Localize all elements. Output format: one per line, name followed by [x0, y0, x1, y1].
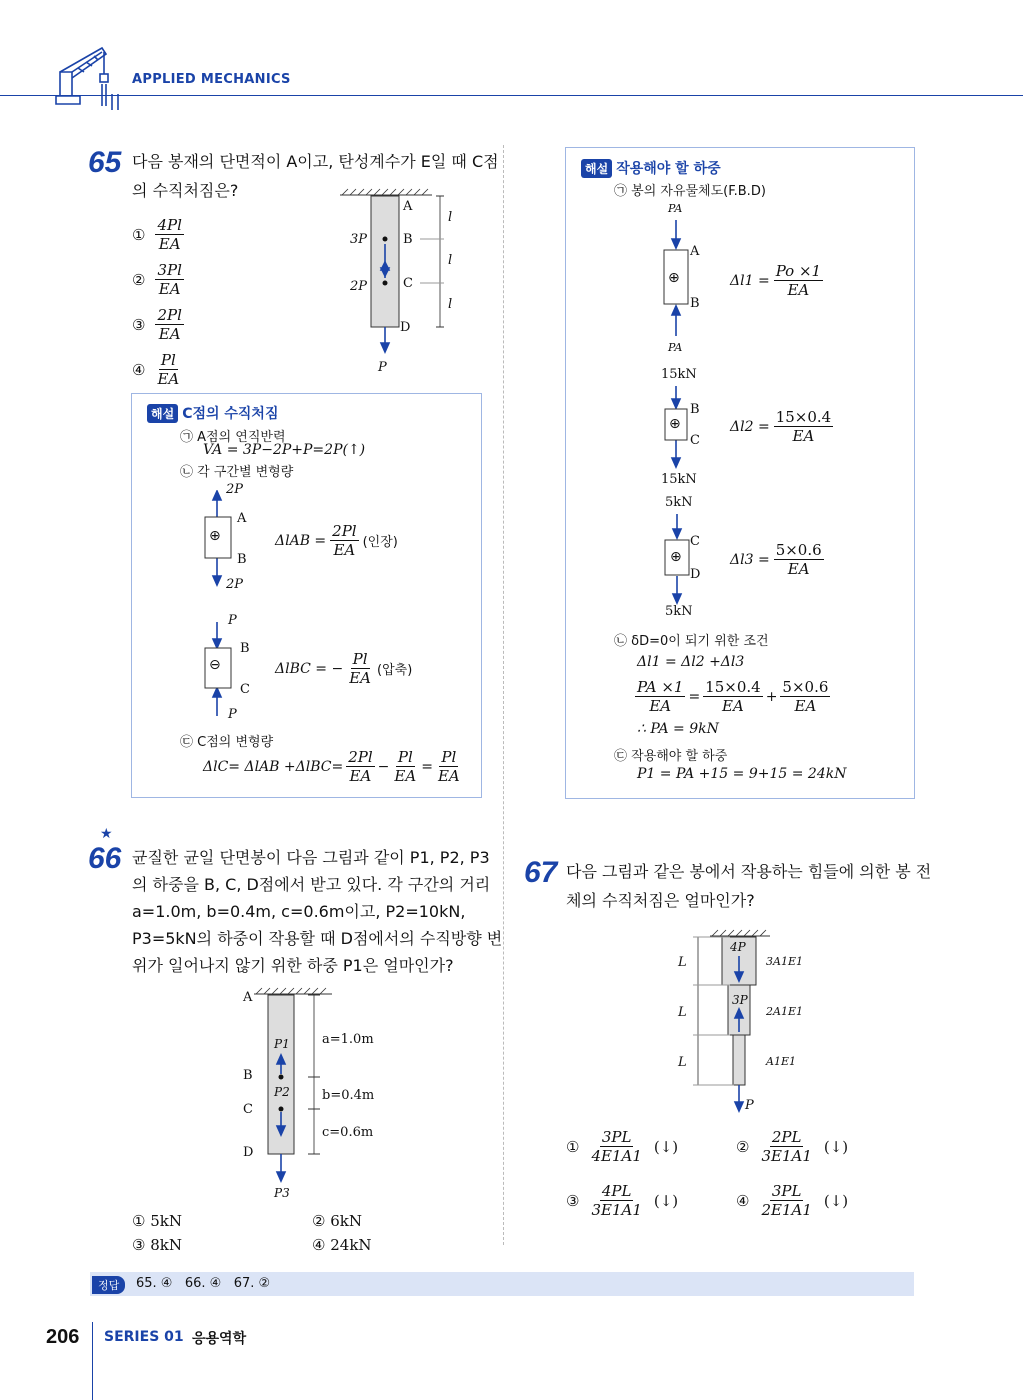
question-65-number: 65 — [88, 146, 122, 179]
question-66-star-icon: ★ — [100, 826, 113, 842]
sol66-step3: ㉢ 작용해야 할 하중 — [614, 749, 728, 764]
fig67-dim-L2: L — [678, 1005, 687, 1020]
sol65-ab-label-A: A — [237, 511, 247, 526]
answer-text: 65. ④ 66. ④ 67. ② — [136, 1276, 271, 1291]
question-67-number: 67 — [524, 856, 558, 889]
solution-tag: 해설 — [581, 159, 612, 178]
sol66-eq2: $\frac{PA \times 1}{EA}$ = $\frac{15\times 0.4}{EA}$ + $\frac{5\times 0.6}{EA}$ — [637, 678, 829, 715]
solution-65-header — [147, 403, 278, 423]
sol66-fbd2-bot-load: 15kN — [661, 472, 697, 487]
fig67-load-4P: 4P — [730, 940, 746, 954]
sol66-fbd1-top-load: PA — [668, 202, 683, 215]
sol66-fbd2-equation: Δl2 = $\frac{15\times 0.4}{EA}$ — [730, 408, 832, 445]
fig65-dim-l2: l — [448, 253, 453, 268]
option-4[interactable]: ④ $\frac{Pl}{EA}$ — [132, 351, 180, 388]
sol65-ab-label-B: B — [237, 552, 247, 567]
sol65-ab-top-load: 2P — [226, 482, 244, 497]
fig66-load-P3: P3 — [274, 1186, 290, 1200]
q67-option-4[interactable]: ④ $\frac{3PL}{2E1A1}$ (↓) — [736, 1182, 849, 1219]
option-2[interactable]: ② $\frac{3Pl}{EA}$ — [132, 261, 182, 298]
sol65-bc-label-C: C — [240, 682, 250, 697]
sol66-fbd-2 — [662, 384, 702, 472]
sol66-fbd3-top-load: 5kN — [665, 495, 693, 510]
fig65-label-B: B — [403, 232, 413, 247]
sol65-bc-top-load: P — [228, 613, 237, 628]
sol66-fbd-3 — [662, 512, 702, 608]
question-66-number: 66 — [88, 842, 122, 875]
footer-subject: 응용역학 — [192, 1331, 247, 1347]
q66-option-1[interactable]: ① 5kN — [132, 1212, 182, 1230]
fig66-label-B: B — [243, 1068, 253, 1083]
q66-option-3[interactable]: ③ 8kN — [132, 1236, 182, 1254]
sol65-ab-bot-load: 2P — [226, 577, 244, 592]
running-title: APPLIED MECHANICS — [132, 72, 291, 87]
fig66-dim-b: b=0.4m — [322, 1088, 375, 1103]
sol65-c-equation: ΔlC= ΔlAB +ΔlBC= $\frac{2Pl}{EA}$ − $\frac{Pl}{EA}$ = $\frac{Pl}{EA}$ — [203, 748, 460, 785]
sol66-fbd2-C: C — [690, 433, 700, 448]
fig65-label-C: C — [403, 276, 413, 291]
fig66-label-D: D — [243, 1145, 254, 1160]
sol66-eq4: P1 = PA +15 = 9+15 = 24kN — [637, 766, 847, 782]
fig65-dim-l3: l — [448, 297, 453, 312]
q67-option-3[interactable]: ③ $\frac{4PL}{3E1A1}$ (↓) — [566, 1182, 679, 1219]
sol66-fbd2-plus: ⊕ — [669, 416, 681, 432]
sol66-step1: ㉠ 봉의 자유물체도(F.B.D) — [614, 184, 766, 199]
sol66-fbd1-bot-load: PA — [668, 341, 683, 354]
fig67-dim-L3: L — [678, 1055, 687, 1070]
fig66-load-P2: P2 — [274, 1085, 290, 1099]
fig67-section-2: 2A1E1 — [766, 1005, 803, 1018]
fig66-label-A: A — [243, 990, 253, 1005]
fig66-load-P1: P1 — [274, 1037, 290, 1051]
question-67-text-line2: 체의 수직처짐은 얼마인가? — [566, 891, 755, 910]
fig65-dim-l1: l — [448, 210, 453, 225]
sol65-ab-plus-sign: ⊕ — [209, 528, 221, 544]
sol66-fbd3-bot-load: 5kN — [665, 604, 693, 619]
footer-series: SERIES 01 — [104, 1329, 184, 1345]
footer-divider — [92, 1322, 93, 1400]
sol65-bc-equation: ΔlBC = − $\frac{Pl}{EA}$ (압축) — [275, 650, 413, 687]
fig67-load-P: P — [745, 1098, 754, 1113]
q66-option-4[interactable]: ④ 24kN — [312, 1236, 372, 1254]
sol65-step2: ㉡ 각 구간별 변형량 — [180, 465, 294, 480]
sol65-ab-equation: ΔlAB = $\frac{2Pl}{EA}$ (인장) — [275, 522, 398, 559]
sol65-bc-label-B: B — [240, 641, 250, 656]
fig66-dim-a: a=1.0m — [322, 1032, 374, 1047]
fig67-section-1: 3A1E1 — [766, 955, 803, 968]
solution-title: 작용해야 할 하중 — [616, 161, 721, 177]
option-1[interactable]: ① $\frac{4Pl}{EA}$ — [132, 216, 182, 253]
solution-tag: 해설 — [147, 404, 178, 423]
fig66-dim-c: c=0.6m — [322, 1125, 374, 1140]
fig66-label-C: C — [243, 1102, 253, 1117]
sol66-fbd1-plus: ⊕ — [668, 270, 680, 286]
fig67-dim-L1: L — [678, 955, 687, 970]
solution-66-header — [581, 158, 721, 178]
question-65-text-line1: 다음 봉재의 단면적이 A이고, 탄성계수가 E일 때 C점 — [132, 152, 499, 171]
fig65-load-3P: 3P — [350, 232, 368, 247]
question-66-text: 균질한 균일 단면봉이 다음 그림과 같이 P1, P2, P3 의 하중을 B, C, D점에서 받고 있다. 각 구간의 거리 a=1.0m, b=0.4m, c=0.6m이고, P2=10kN, P3=5kN의 하중이 작용할 때 D점에서의 수직방향 변 위가 일어나지 않기 위한 하중 P1은 얼마인가? — [132, 848, 503, 975]
question-66-figure — [250, 980, 370, 1190]
crane-logo-icon — [52, 44, 124, 110]
sol66-eq1: Δl1 = Δl2 +Δl3 — [637, 654, 745, 670]
question-65-text-line2: 의 수직처짐은? — [132, 181, 239, 200]
sol65-bc-minus-sign: ⊖ — [209, 657, 221, 673]
question-65-options — [132, 212, 184, 392]
sol66-step2: ㉡ δD=0이 되기 위한 조건 — [614, 634, 769, 649]
sol65-step1: ㉠ A점의 연직반력 — [180, 430, 286, 445]
sol66-fbd2-B: B — [690, 402, 700, 417]
fig67-load-3P: 3P — [732, 993, 748, 1007]
sol66-fbd3-D: D — [690, 567, 701, 582]
q67-option-2[interactable]: ② $\frac{2PL}{3E1A1}$ (↓) — [736, 1128, 849, 1165]
page-number: 206 — [46, 1326, 80, 1348]
fig67-section-3: A1E1 — [766, 1055, 796, 1068]
header-rule — [0, 95, 1023, 96]
option-3[interactable]: ③ $\frac{2Pl}{EA}$ — [132, 306, 182, 343]
sol66-fbd2-top-load: 15kN — [661, 367, 697, 382]
sol66-fbd1-B: B — [690, 296, 700, 311]
column-divider — [503, 145, 504, 1245]
sol66-fbd3-plus: ⊕ — [670, 549, 682, 565]
sol66-fbd1-A: A — [690, 244, 700, 259]
fig65-load-P: P — [378, 360, 387, 375]
sol66-fbd1-equation: Δl1 = $\frac{Po \times 1}{EA}$ — [730, 262, 822, 299]
fig65-label-D: D — [400, 320, 411, 335]
q67-option-1[interactable]: ① $\frac{3PL}{4E1A1}$ (↓) — [566, 1128, 679, 1165]
sol65-bc-bot-load: P — [228, 707, 237, 722]
fig65-label-A: A — [403, 199, 413, 214]
sol65-step3: ㉢ C점의 변형량 — [180, 735, 274, 750]
sol65-step1-eq: VA = 3P−2P+P=2P(↑) — [203, 442, 366, 458]
q66-option-2[interactable]: ② 6kN — [312, 1212, 362, 1230]
fig65-load-2P: 2P — [350, 279, 368, 294]
sol66-fbd3-equation: Δl3 = $\frac{5\times 0.6}{EA}$ — [730, 541, 822, 578]
answer-tag: 정답 — [92, 1276, 125, 1294]
solution-title: C점의 수직처짐 — [182, 406, 279, 422]
sol66-fbd3-C: C — [690, 534, 700, 549]
sol66-fbd-1 — [660, 218, 700, 338]
question-67-text-line1: 다음 그림과 같은 봉에서 작용하는 힘들에 의한 봉 전 — [566, 862, 932, 881]
sol66-eq3: ∴ PA = 9kN — [637, 721, 719, 737]
